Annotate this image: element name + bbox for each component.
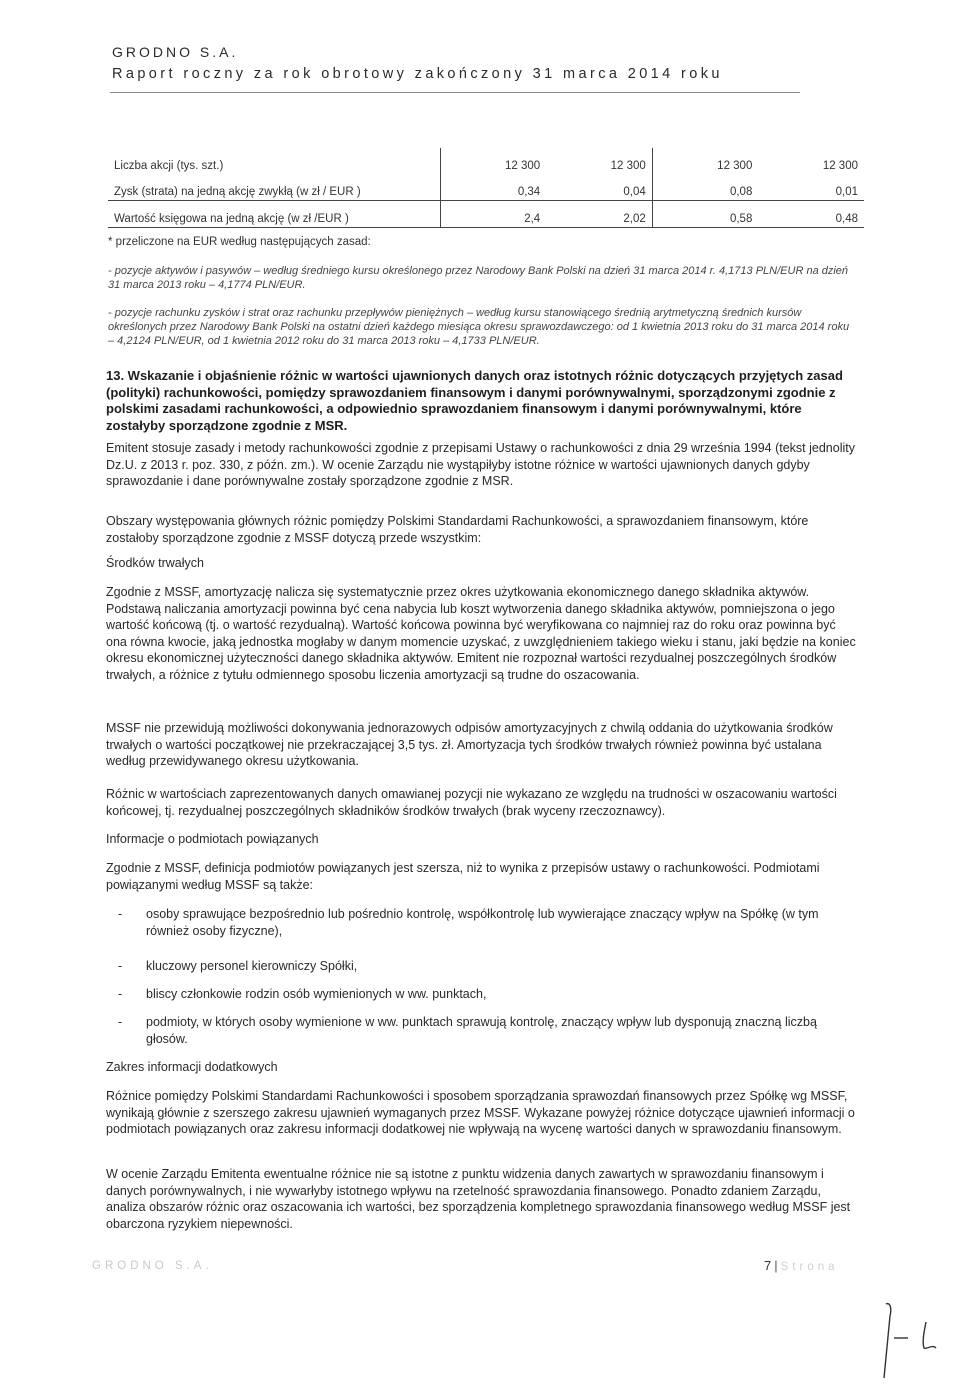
footer-page-number <box>764 1258 839 1273</box>
table-row <box>108 174 864 201</box>
subheading-fixed-assets: Środków trwałych <box>106 556 204 570</box>
footer-company: GRODNO S.A. <box>92 1260 213 1272</box>
section-heading: 13. Wskazanie i objaśnienie różnic w wartości ujawnionych danych oraz istotnych różnic dotyczących przyjętych zasad (polityki) rachunkowości, pomiędzy sprawozdaniem finansowym i danymi porównywalnymi, sporządzonymi zgodnie z polskimi zasadami rachunkowości, a odpowiednio sprawozdaniem finansowym i danymi porównywalnymi, które zostałyby sporządzone zgodnie z MSR. <box>106 368 843 433</box>
footer-separator: | <box>774 1258 778 1273</box>
paragraph: Różnic w wartościach zaprezentowanych danych omawianej pozycji nie wykazano ze względu na trudności w oszacowaniu wartości końcowej, tj. rezydualnej poszczególnych składników środków trwałych (brak wyceny rzeczoznawcy). <box>106 787 837 818</box>
list-item-text: kluczowy personel kierowniczy Spółki, <box>146 959 358 973</box>
paragraph: W ocenie Zarządu Emitenta ewentualne różnice nie są istotne z punktu widzenia danych zawartych w sprawozdaniu finansowym i danych porównywalnych, i nie wywarłyby istotnego wpływu na rzetelność sprawozdania finansowego. Ponadto zdaniem Zarządu, analiza obszarów różnic oraz oszacowania ich wartości, bez sporządzenia kompletnego sprawozdania finansowego według MSSF jest obarczona ryzykiem niepewności. <box>106 1167 851 1231</box>
table-row <box>108 148 864 174</box>
bullet-dash: - <box>118 987 123 1001</box>
table-cell: 0,34 <box>517 186 541 198</box>
subheading-related-parties: Informacje o podmiotach powiązanych <box>106 832 319 846</box>
table-row-label: Liczba akcji (tys. szt.) <box>108 148 440 174</box>
header-report-title: Raport roczny za rok obrotowy zakończony 31 marca 2014 roku <box>112 66 723 82</box>
table-cell: 0,08 <box>652 174 758 201</box>
paragraph: Obszary występowania głównych różnic pomiędzy Polskimi Standardami Rachunkowości, a sprawozdaniem finansowym, które zostałoby sporządzone zgodnie z MSSF dotyczą przede wszystkim: <box>106 514 809 545</box>
bullet-dash: - <box>118 907 123 921</box>
table-cell: 12 300 <box>652 148 758 174</box>
header-company: GRODNO S.A. <box>112 44 239 60</box>
table-row-label: Zysk (strata) na jedną akcję zwykłą (w zł / EUR ) <box>108 174 440 201</box>
list-item-text: podmioty, w których osoby wymienione w ww. punktach sprawują kontrolę, znaczący wpływ lub dysponują znaczną liczbą głosów. <box>146 1015 817 1046</box>
table-cell: 12 300 <box>822 160 858 172</box>
bullet-dash: - <box>118 959 123 973</box>
table-cell: 2,4 <box>440 201 546 228</box>
table-cell: 0,01 <box>835 186 858 198</box>
list-item-text: bliscy członkowie rodzin osób wymienionych w ww. punktach, <box>146 987 487 1001</box>
conversion-note: * przeliczone na EUR według następujących zasad: <box>108 236 371 248</box>
table-row <box>108 201 864 228</box>
table-cell: 2,02 <box>546 201 652 228</box>
list-item <box>118 906 858 939</box>
paragraph: Różnice pomiędzy Polskimi Standardami Rachunkowości i sposobem sporządzania sprawozdań finansowych przez Spółkę wg MSSF, wynikają głównie z szerszego zakresu ujawnień wymaganych przez MSSF. Wykazane powyżej różnice dotyczące ujawnień informacji o podmiotach powiązanych oraz zakresu informacji dodatkowej nie wpływają na wycenę wartości danych w sprawozdaniu finansowym. <box>106 1089 855 1136</box>
conversion-rule-income: - pozycje rachunku zysków i strat oraz rachunku przepływów pieniężnych – według kursu stanowiącego średnią arytmetyczną średnich kursów określonych przez Narodowy Bank Polski na ostatni dzień każdego miesiąca okresu sprawozdawczego: od 1 kwietnia 2013 roku do 31 marca 2014 roku – 4,2124 PLN/EUR, od 1 kwietnia 2012 roku do 31 marca 2013 roku – 4,1733 PLN/EUR. <box>108 307 850 347</box>
paragraph: Zgodnie z MSSF, definicja podmiotów powiązanych jest szersza, niż to wynika z przepisów ustawy o rachunkowości. Podmiotami powiązanymi według MSSF są także: <box>106 861 820 892</box>
paragraph: Zgodnie z MSSF, amortyzację nalicza się systematycznie przez okres użytkowania ekonomicznego danego składnika aktywów. Podstawą naliczania amortyzacji powinna być cena nabycia lub koszt wytworzenia danego składnika aktywów, pomniejszona o jego wartość końcową (tj. o wartość rezydualną). Wartość końcowa powinna być weryfikowana co najmniej raz do roku oraz powinna być ona równa kwocie, jaką jednostka mogłaby w danym momencie uzyskać, z uwzględnieniem takiego wieku i stanu, jaki będzie na koniec okresu ekonomicznej użyteczności danego składnika aktywów. Emitent nie rozpoznał wartości rezydualnej poszczególnych środków trwałych, a różnice z tytułu odmiennego sposobu liczenia amortyzacji są trudne do oszacowania. <box>106 585 856 682</box>
paragraph: MSSF nie przewidują możliwości dokonywania jednorazowych odpisów amortyzacyjnych z chwilą oddania do użytkowania środków trwałych o wartości początkowej nie przekraczającej 3,5 tys. zł. Amortyzacja tych środków trwałych również powinna być ustalana według przewidywanego okresu użytkowania. <box>106 721 833 768</box>
table-cell: 0,48 <box>758 201 864 228</box>
per-share-table <box>108 148 864 228</box>
table-cell: 0,58 <box>652 201 758 228</box>
signature-mark <box>872 1298 942 1388</box>
header-divider <box>110 92 800 93</box>
list-item-text: osoby sprawujące bezpośrednio lub pośrednio kontrolę, współkontrolę lub wywierające znaczący wpływ na Spółkę (w tym również osoby fizyczne), <box>146 907 819 938</box>
list-item <box>118 958 858 975</box>
list-item <box>118 1014 858 1047</box>
table-row-label: Wartość księgowa na jedną akcję (w zł /EUR ) <box>108 201 440 228</box>
table-cell: 0,04 <box>623 186 646 198</box>
page-word: Strona <box>780 1261 839 1273</box>
list-item <box>118 986 858 1003</box>
table-cell: 12 300 <box>610 160 646 172</box>
bullet-dash: - <box>118 1015 123 1029</box>
subheading-additional-info: Zakres informacji dodatkowych <box>106 1060 278 1074</box>
page-number: 7 <box>764 1258 772 1273</box>
table-cell: 12 300 <box>505 160 541 172</box>
conversion-rule-assets: - pozycje aktywów i pasywów – według średniego kursu określonego przez Narodowy Bank Polski na dzień 31 marca 2014 r. 4,1713 PLN/EUR na dzień 31 marca 2013 roku – 4,1774 PLN/EUR. <box>108 265 849 291</box>
paragraph: Emitent stosuje zasady i metody rachunkowości zgodnie z przepisami Ustawy o rachunkowości z dnia 29 września 1994 (tekst jednolity Dz.U. z 2013 r. poz. 330, z późn. zm.). W ocenie Zarządu nie wystąpiłyby istotne różnice w wartości ujawnionych danych gdyby sprawozdanie i dane porównywalne zostały sporządzone zgodnie z MSR. <box>106 441 855 488</box>
